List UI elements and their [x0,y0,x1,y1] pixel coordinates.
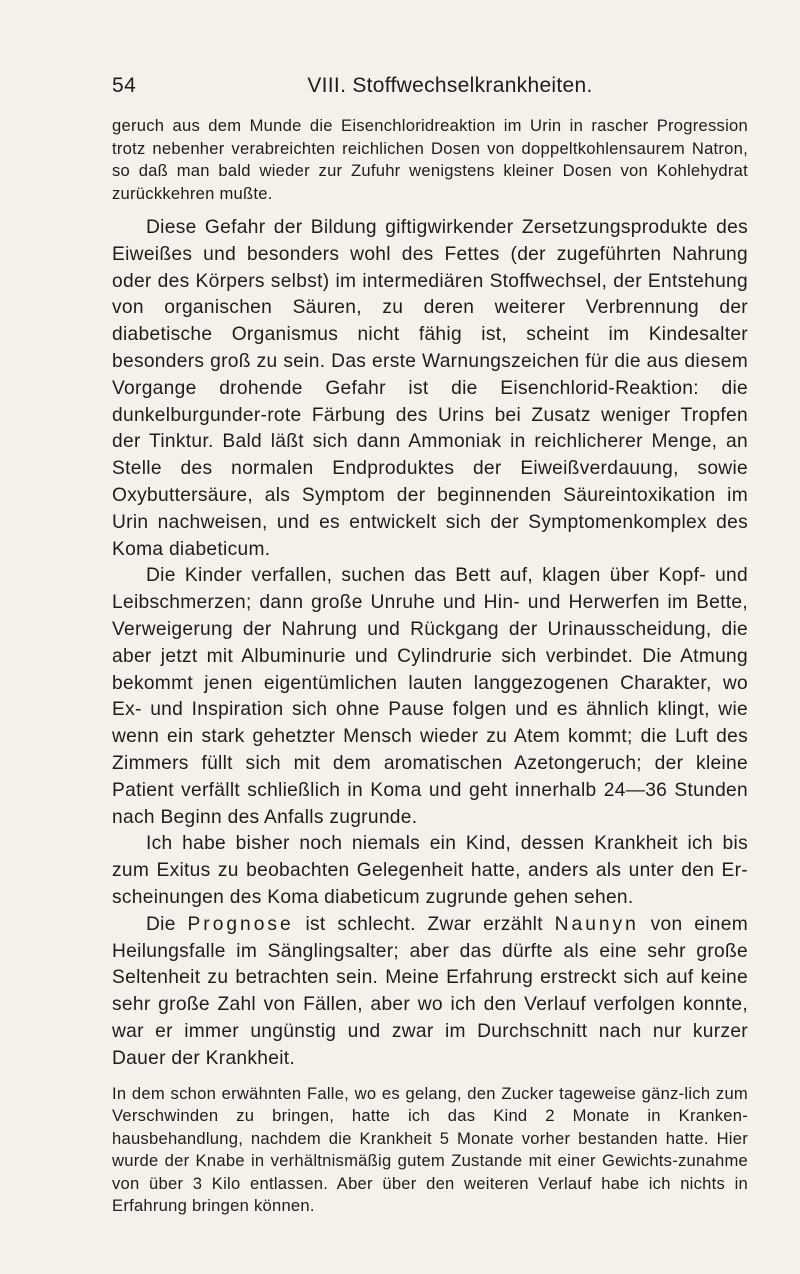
paragraph-symptoms: Die Kinder verfallen, suchen das Bett auf, klagen über Kopf- und Leibschmerzen; dann große Unruhe und Hin- und Herwerfen im Bette, Verweigerung der Nahrung und Rückgang der Urinausscheidung, die aber jetzt mit Albuminurie und Cylindrurie sich verbindet. Die Atmung bekommt jenen eigentümlichen lauten langgezogenen Charakter, wo Ex- und Inspiration sich ohne Pause folgen und es ähnlich klingt, wie wenn ein stark gehetzter Mensch wieder zu Atem kommt; die Luft des Zimmers füllt sich mit dem aromatischen Azetongeruch; der kleine Patient verfällt schließlich in Koma und geht innerhalb 24—36 Stunden nach Beginn des Anfalls zugrunde. [112,565,748,828]
page-number: 54 [112,74,137,97]
paragraph-case-note: In dem schon erwähnten Falle, wo es gelang, den Zucker tageweise gänz-lich zum Verschwinden zu bringen, hatte ich das Kind 2 Monate in Kranken-hausbehandlung, nachdem die Krankheit 5 Monate vorher bestanden hatte. Hier wurde der Knabe in verhältnismäßig gutem Zustande mit einer Gewichts-zunahme von über 3 Kilo entlassen. Aber über den weiteren Verlauf habe ich nichts in Erfahrung bringen können. [112,1083,748,1215]
running-header [112,74,748,104]
prognosis-prefix: Die [146,913,188,935]
paragraph-continuation: geruch aus dem Munde die Eisenchloridreaktion im Urin in rascher Progression trotz nebenher verabreichten reichlichen Dosen von doppeltkohlensaurem Natron, so daß man bald wieder zur Zufuhr wenigstens kleiner Dosen von Kohlehydrat zurückkehren mußte. [112,116,748,203]
prognosis-keyword: Prognose [187,913,294,935]
prognosis-mid: ist schlecht. Zwar erzählt [293,913,555,935]
chapter-title: VIII. Stoffwechselkrankheiten. [307,74,593,97]
paragraph-prognosis [112,912,748,1073]
prognosis-rest: von einem Heilungsfalle im Sänglingsalter; aber das dürfte als eine sehr große Seltenheit zu betrachten sein. Meine Erfahrung erstreckt sich auf keine sehr große Zahl von Fällen, aber wo ich den Verlauf verfolgen konnte, war er immer ungünstig und zwar im Durchschnitt nach nur kurzer Dauer der Krankheit. [112,913,749,1069]
author-name: Naunyn [554,913,639,935]
paragraph-observation: Ich habe bisher noch niemals ein Kind, dessen Krankheit ich bis zum Exitus zu beobachten Gelegenheit hatte, anders als unter den Er-scheinungen des Koma diabeticum zugrunde gehen sehen. [112,833,748,908]
body-text [112,115,748,1218]
paragraph-danger: Diese Gefahr der Bildung giftigwirkender Zersetzungsprodukte des Eiweißes und besonders wohl des Fettes (der zugeführten Nahrung oder des Körpers selbst) im intermediären Stoffwechsel, der Entstehung von organischen Säuren, zu deren weiterer Verbrennung der diabetische Organismus nicht fähig ist, scheint im Kindesalter besonders groß zu sein. Das erste Warnungszeichen für die aus diesem Vorgange drohende Gefahr ist die Eisenchlorid-Reaktion: die dunkelburgunder-rote Färbung des Urins bei Zusatz weniger Tropfen der Tinktur. Bald läßt sich dann Ammoniak in reichlicherer Menge, an Stelle des normalen Endproduktes der Eiweißverdauung, sowie Oxybuttersäure, als Symptom der beginnenden Säureintoxikation im Urin nachweisen, und es entwickelt sich der Symptomenkomplex des Koma diabeticum. [112,217,748,560]
